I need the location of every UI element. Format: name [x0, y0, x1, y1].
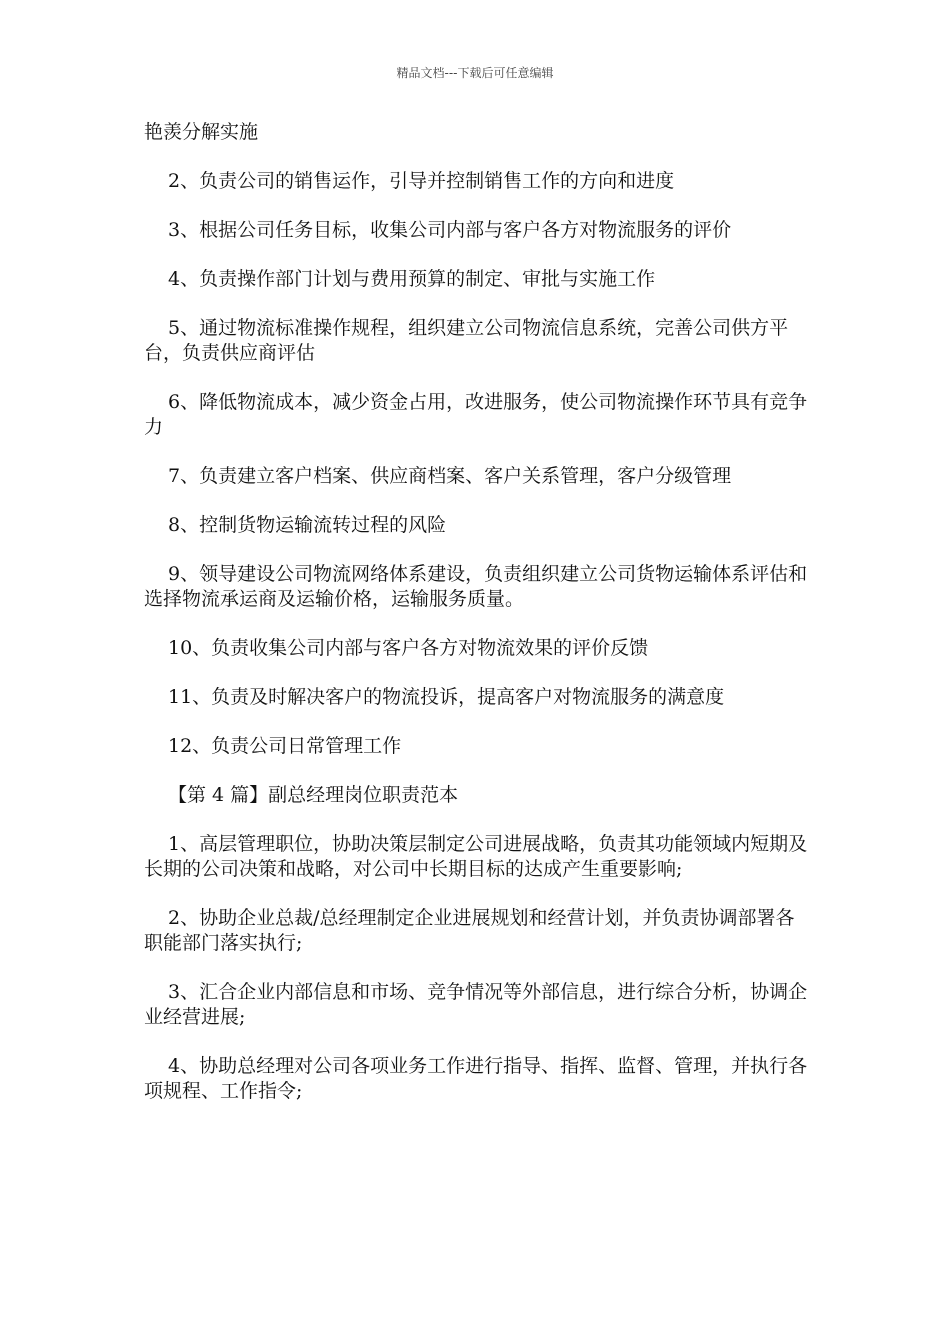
paragraph-item: 3、汇合企业内部信息和市场、竞争情况等外部信息，进行综合分析，协调企业经营进展; — [144, 981, 808, 1028]
paragraph-intro: 艳羡分解实施 — [144, 121, 259, 143]
section-heading: 【第 4 篇】副总经理岗位职责范本 — [168, 784, 459, 806]
paragraph-item: 4、负责操作部门计划与费用预算的制定、审批与实施工作 — [168, 268, 656, 290]
paragraph-item: 5、通过物流标准操作规程，组织建立公司物流信息系统，完善公司供方平台，负责供应商评估 — [144, 317, 789, 364]
paragraph-item: 3、根据公司任务目标，收集公司内部与客户各方对物流服务的评价 — [168, 219, 732, 241]
paragraph-item: 7、负责建立客户档案、供应商档案、客户关系管理，客户分级管理 — [168, 465, 732, 487]
paragraph-item: 11、负责及时解决客户的物流投诉，提高客户对物流服务的满意度 — [168, 686, 725, 708]
document-body — [144, 120, 812, 1128]
paragraph-item: 12、负责公司日常管理工作 — [168, 735, 402, 757]
paragraph-item: 1、高层管理职位，协助决策层制定公司进展战略，负责其功能领域内短期及长期的公司决策和战略，对公司中长期目标的达成产生重要影响; — [144, 833, 808, 880]
paragraph-item: 10、负责收集公司内部与客户各方对物流效果的评价反馈 — [168, 637, 649, 659]
paragraph-item: 4、协助总经理对公司各项业务工作进行指导、指挥、监督、管理，并执行各项规程、工作指令; — [144, 1055, 808, 1102]
page-header: 精品文档---下载后可任意编辑 — [396, 66, 554, 80]
paragraph-item: 2、协助企业总裁/总经理制定企业进展规划和经营计划，并负责协调部署各职能部门落实执行; — [144, 907, 795, 954]
paragraph-item: 9、领导建设公司物流网络体系建设，负责组织建立公司货物运输体系评估和选择物流承运商及运输价格，运输服务质量。 — [144, 563, 808, 610]
paragraph-item: 6、降低物流成本，减少资金占用，改进服务，使公司物流操作环节具有竞争力 — [144, 391, 808, 438]
paragraph-item: 8、控制货物运输流转过程的风险 — [168, 514, 447, 536]
paragraph-item: 2、负责公司的销售运作，引导并控制销售工作的方向和进度 — [168, 170, 675, 192]
